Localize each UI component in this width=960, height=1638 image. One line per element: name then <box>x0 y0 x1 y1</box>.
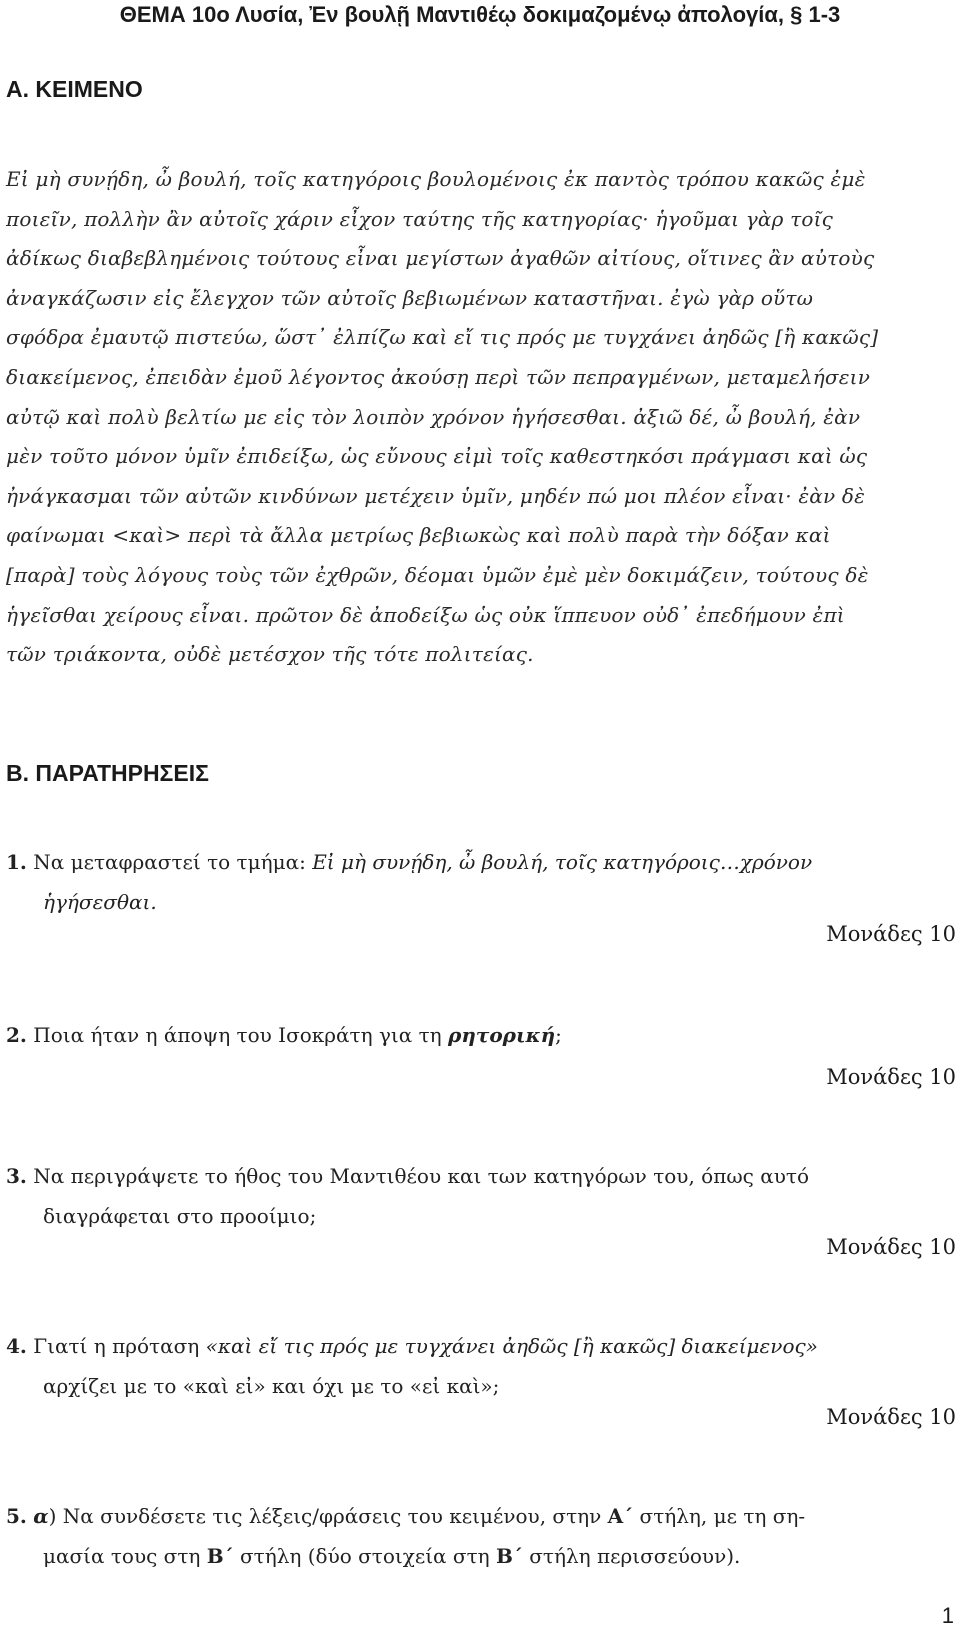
question-continuation: ἡγήσεσθαι. <box>43 890 157 914</box>
text-line: διακείμενος, ἐπειδὰν ἐμοῦ λέγοντος ἀκούσῃ περὶ τῶν πεπραγμένων, μεταμελήσειν <box>6 364 871 389</box>
question-text: στήλη, με τη ση- <box>633 1504 806 1528</box>
question-4 <box>6 1326 958 1406</box>
question-number: 2. <box>6 1023 27 1047</box>
question-text: ) Να συνδέσετε τις λέξεις/φράσεις του κειμένου, στην <box>48 1504 608 1528</box>
question-2 <box>6 1015 958 1055</box>
text-line: σφόδρα ἐμαυτῷ πιστεύω, ὥστ᾽ ἐλπίζω καὶ εἴ τις πρός με τυγχάνει ἀηδῶς [ἢ κακῶς] <box>6 325 879 350</box>
text-line: ἀναγκάζωσιν εἰς ἔλεγχον τῶν αὐτοῖς βεβιωμένων καταστῆναι. ἐγὼ γὰρ οὕτω <box>6 285 814 310</box>
question-continuation: διαγράφεται στο προοίμιο; <box>43 1204 317 1228</box>
text-line: ἡγεῖσθαι χείρους εἶναι. πρῶτον δὲ ἀποδείξω ὡς οὐκ ἵππευον οὐδ᾽ ἐπεδήμουν ἐπὶ <box>6 602 845 627</box>
question-3 <box>6 1156 958 1236</box>
column-b-label: Β΄ <box>495 1544 523 1568</box>
question-text: Να μεταφραστεί το τμήμα: <box>33 850 313 874</box>
text-line: αὐτῷ καὶ πολὺ βελτίω με εἰς τὸν λοιπὸν χρόνον ἡγήσεσθαι. ἀξιῶ δέ, ὦ βουλή, ἐὰν <box>6 404 861 429</box>
marks-label: Μονάδες 10 <box>826 1235 956 1259</box>
question-text: Γιατί η πρόταση <box>33 1334 206 1358</box>
column-a-label: Α΄ <box>607 1504 634 1528</box>
page-title: ΘΕΜΑ 10ο Λυσία, Ἐν βουλῇ Μαντιθέῳ δοκιμαζομένῳ ἀπολογία, § 1-3 <box>119 2 841 27</box>
question-quote: Εἰ μὴ συνῄδη, ὦ βουλή, τοῖς κατηγόροις…χρόνον <box>312 850 813 874</box>
question-end: ; <box>555 1023 562 1047</box>
text-line: φαίνωμαι <καὶ> περὶ τὰ ἄλλα μετρίως βεβιωκὼς καὶ πολὺ παρὰ τὴν δόξαν καὶ <box>6 523 831 548</box>
section-heading-text: Α. ΚΕΙΜΕΝΟ <box>6 76 143 102</box>
question-text: στήλη (δύο στοιχεία στη <box>233 1544 496 1568</box>
page-number: 1 <box>941 1603 954 1628</box>
text-line: ἠνάγκασμαι τῶν αὐτῶν κινδύνων μετέχειν ὑμῖν, μηδέν πώ μοι πλέον εἶναι· ἐὰν δὲ <box>6 483 866 508</box>
text-line: [παρὰ] τοὺς λόγους τοὺς τῶν ἐχθρῶν, δέομαι ὑμῶν ἐμὲ μὲν δοκιμάζειν, τούτους δὲ <box>6 562 869 587</box>
text-line: ποιεῖν, πολλὴν ἂν αὐτοῖς χάριν εἶχον ταύτης τῆς κατηγορίας· ἡγοῦμαι γὰρ τοῖς <box>6 206 834 231</box>
question-text: Να περιγράψετε το ήθος του Μαντιθέου και των κατηγόρων του, όπως αυτό <box>33 1164 810 1188</box>
column-b-label: Β΄ <box>206 1544 234 1568</box>
ancient-text <box>6 160 958 675</box>
text-line: μὲν τοῦτο μόνον ὑμῖν ἐπιδείξω, ὡς εὔνους εἰμὶ τοῖς καθεστηκόσι πράγμασι καὶ ὡς <box>6 444 868 469</box>
question-quote: «καὶ εἴ τις πρός με τυγχάνει ἀηδῶς [ἢ κακῶς] διακείμενος» <box>205 1334 818 1358</box>
section-heading-remarks: Β. ΠΑΡΑΤΗΡΗΣΕΙΣ <box>6 760 209 786</box>
question-emphasis: ρητορική <box>448 1023 556 1047</box>
question-5 <box>6 1496 958 1576</box>
text-line: τῶν τριάκοντα, οὐδὲ μετέσχον τῆς τότε πολιτείας. <box>6 642 534 667</box>
subquestion-letter: α <box>33 1504 49 1528</box>
question-text: στήλη περισσεύουν). <box>522 1544 741 1568</box>
question-number: 1. <box>6 850 27 874</box>
marks-label: Μονάδες 10 <box>826 1065 956 1089</box>
marks-label: Μονάδες 10 <box>826 1405 956 1429</box>
question-continuation: αρχίζει με το «καὶ εἰ» και όχι με το «εἰ καὶ»; <box>43 1374 500 1398</box>
text-line: Εἰ μὴ συνῄδη, ὦ βουλή, τοῖς κατηγόροις βουλομένοις ἐκ παντὸς τρόπου κακῶς ἐμὲ <box>6 167 866 191</box>
marks-label: Μονάδες 10 <box>826 922 956 946</box>
question-1 <box>6 842 958 922</box>
question-text: μασία τους στη <box>43 1544 207 1568</box>
text-line: ἀδίκως διαβεβλημένοις τούτους εἶναι μεγίστων ἀγαθῶν αἰτίους, οἵτινες ἂν αὐτοὺς <box>6 246 875 271</box>
question-number: 3. <box>6 1164 27 1188</box>
question-number: 4. <box>6 1334 27 1358</box>
question-number: 5. <box>6 1504 27 1528</box>
question-text: Ποια ήταν η άποψη του Ισοκράτη για τη <box>33 1023 449 1047</box>
